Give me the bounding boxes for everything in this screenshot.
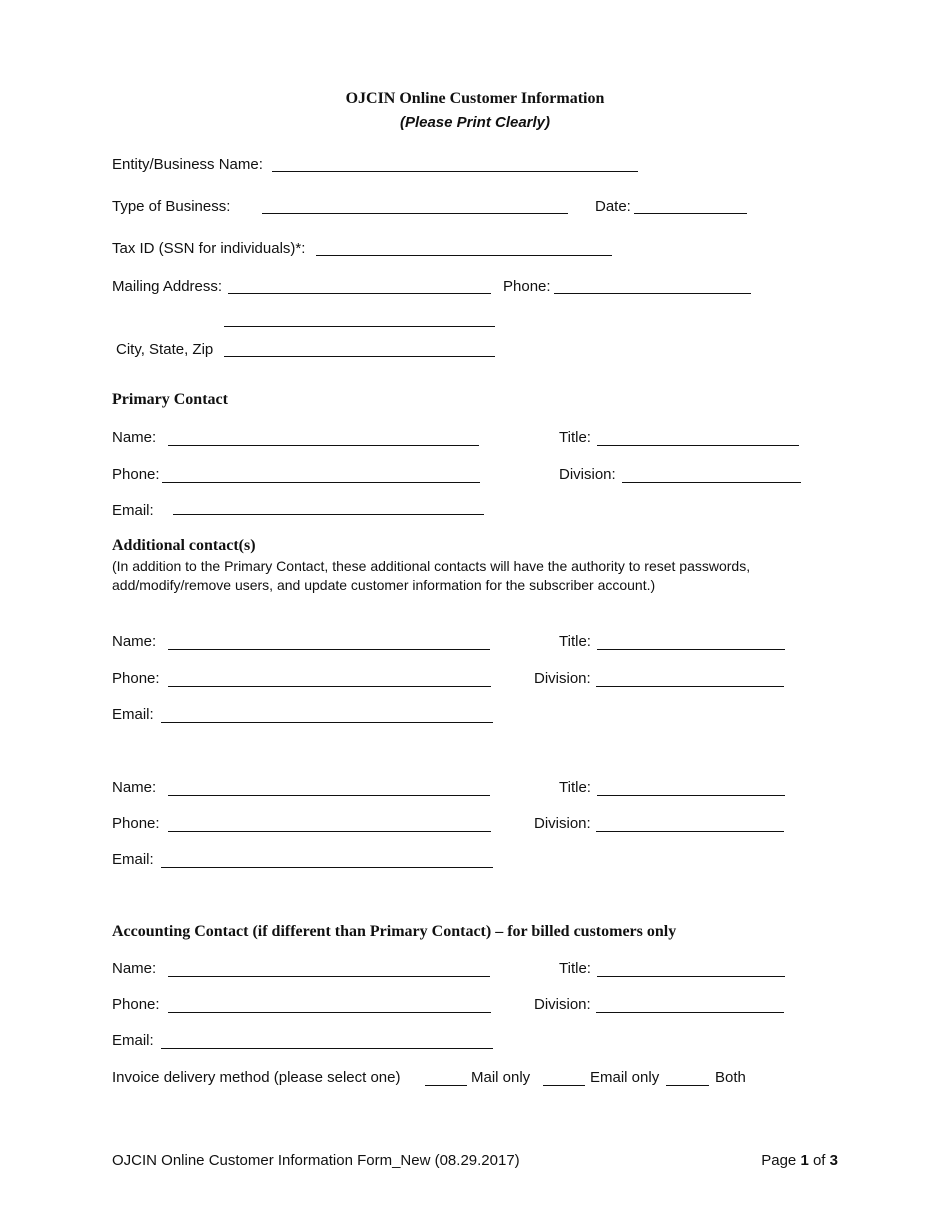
primary-email-field[interactable] xyxy=(173,514,484,515)
additional-2-title-field[interactable] xyxy=(597,795,785,796)
primary-phone-field[interactable] xyxy=(162,482,480,483)
business-type-label: Type of Business: xyxy=(112,198,231,215)
additional-1-division-label: Division: xyxy=(534,670,591,687)
invoice-email-only-blank[interactable] xyxy=(543,1085,585,1086)
primary-division-label: Division: xyxy=(559,466,616,483)
additional-contacts-heading: Additional contact(s) xyxy=(112,537,256,554)
footer-page-current: 1 xyxy=(800,1152,809,1169)
primary-title-field[interactable] xyxy=(597,445,799,446)
additional-contacts-note: (In addition to the Primary Contact, these additional contacts will have the authority to reset passwords, add/modify/remove users, and update customer information for the subscriber account.) xyxy=(112,558,751,593)
additional-2-phone-field[interactable] xyxy=(168,831,491,832)
accounting-phone-field[interactable] xyxy=(168,1012,491,1013)
additional-1-email-field[interactable] xyxy=(161,722,493,723)
footer-page-total: 3 xyxy=(829,1152,838,1169)
business-phone-label: Phone: xyxy=(503,278,551,295)
accounting-phone-label: Phone: xyxy=(112,996,160,1013)
additional-2-email-field[interactable] xyxy=(161,867,493,868)
additional-2-email-label: Email: xyxy=(112,851,154,868)
additional-1-title-label: Title: xyxy=(559,633,591,650)
mailing-address-line2-field[interactable] xyxy=(224,326,495,327)
tax-id-label: Tax ID (SSN for individuals)*: xyxy=(112,240,306,257)
additional-1-name-label: Name: xyxy=(112,633,157,650)
additional-2-division-field[interactable] xyxy=(596,831,784,832)
additional-1-email-label: Email: xyxy=(112,706,154,723)
invoice-mail-only-blank[interactable] xyxy=(425,1085,467,1086)
accounting-name-label: Name: xyxy=(112,960,157,977)
accounting-title-label: Title: xyxy=(559,960,591,977)
additional-1-phone-field[interactable] xyxy=(168,686,491,687)
accounting-name-field[interactable] xyxy=(168,976,490,977)
invoice-delivery-label: Invoice delivery method (please select one) xyxy=(112,1069,401,1086)
accounting-email-field[interactable] xyxy=(161,1048,493,1049)
city-state-zip-label: City, State, Zip xyxy=(116,341,214,358)
business-type-field[interactable] xyxy=(262,213,568,214)
city-state-zip-field[interactable] xyxy=(224,356,495,357)
primary-name-field[interactable] xyxy=(168,445,479,446)
primary-name-label: Name: xyxy=(112,429,157,446)
additional-2-title-label: Title: xyxy=(559,779,591,796)
footer-page-prefix: Page xyxy=(761,1152,797,1169)
invoice-both-label: Both xyxy=(715,1069,746,1086)
date-field[interactable] xyxy=(634,213,747,214)
footer-page-of: of xyxy=(812,1152,826,1169)
form-title: OJCIN Online Customer Information xyxy=(345,90,605,107)
business-phone-field[interactable] xyxy=(554,293,751,294)
tax-id-field[interactable] xyxy=(316,255,612,256)
entity-name-label: Entity/Business Name: xyxy=(112,156,263,173)
additional-2-name-field[interactable] xyxy=(168,795,490,796)
primary-contact-heading: Primary Contact xyxy=(112,391,228,408)
additional-1-division-field[interactable] xyxy=(596,686,784,687)
additional-1-title-field[interactable] xyxy=(597,649,785,650)
additional-2-name-label: Name: xyxy=(112,779,157,796)
mailing-address-label: Mailing Address: xyxy=(112,278,223,295)
primary-email-label: Email: xyxy=(112,502,154,519)
accounting-division-label: Division: xyxy=(534,996,591,1013)
footer-form-name: OJCIN Online Customer Information Form_New (08.29.2017) xyxy=(112,1152,520,1169)
accounting-title-field[interactable] xyxy=(597,976,785,977)
additional-2-phone-label: Phone: xyxy=(112,815,160,832)
invoice-both-blank[interactable] xyxy=(666,1085,709,1086)
primary-division-field[interactable] xyxy=(622,482,801,483)
form-subtitle: (Please Print Clearly) xyxy=(399,114,551,131)
mailing-address-field[interactable] xyxy=(228,293,491,294)
additional-1-name-field[interactable] xyxy=(168,649,490,650)
footer-page-number xyxy=(761,1152,838,1169)
entity-name-field[interactable] xyxy=(272,171,638,172)
invoice-email-only-label: Email only xyxy=(590,1069,660,1086)
primary-phone-label: Phone: xyxy=(112,466,160,483)
accounting-email-label: Email: xyxy=(112,1032,154,1049)
additional-2-division-label: Division: xyxy=(534,815,591,832)
additional-1-phone-label: Phone: xyxy=(112,670,160,687)
invoice-mail-only-label: Mail only xyxy=(471,1069,531,1086)
primary-title-label: Title: xyxy=(559,429,591,446)
date-label: Date: xyxy=(595,198,631,215)
accounting-contact-heading: Accounting Contact (if different than Primary Contact) – for billed customers only xyxy=(112,923,677,940)
accounting-division-field[interactable] xyxy=(596,1012,784,1013)
